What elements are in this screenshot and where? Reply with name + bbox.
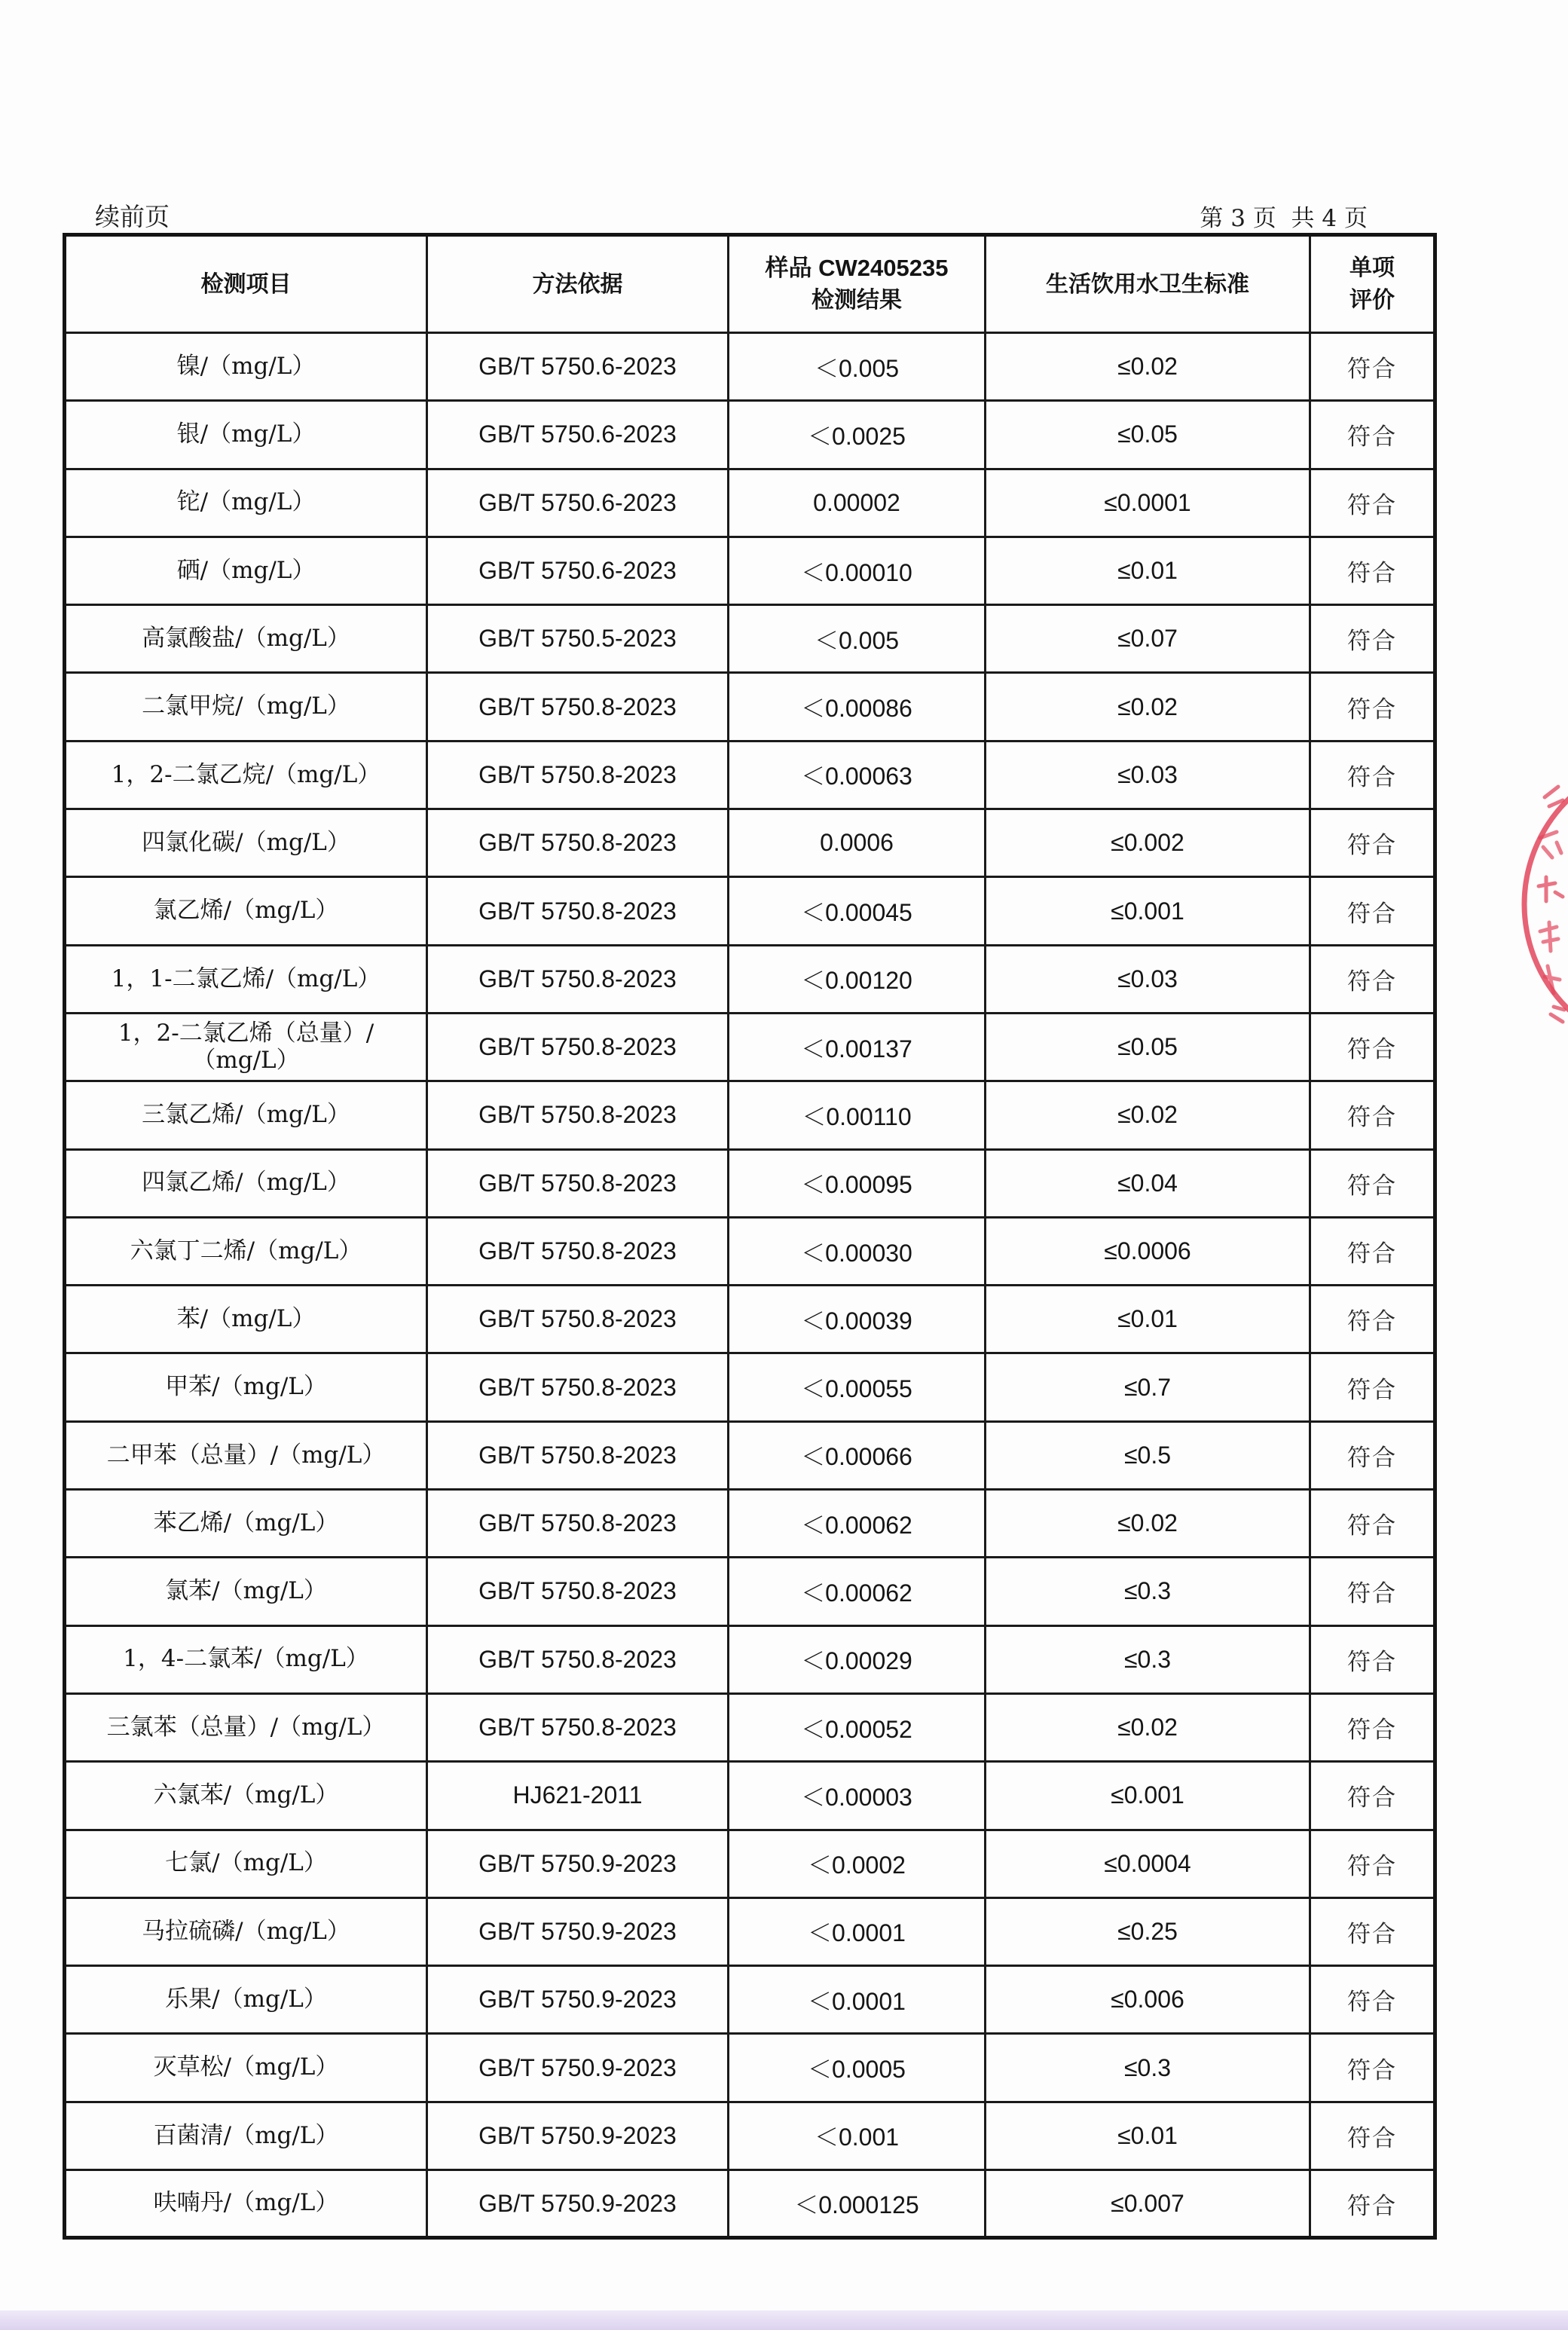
- cell-method: GB/T 5750.9-2023: [427, 2034, 729, 2102]
- cell-evaluation: 符合: [1310, 1013, 1435, 1081]
- cell-standard: ≤0.0004: [986, 1830, 1310, 1897]
- table-row: [65, 1081, 1435, 1149]
- cell-item: 甲苯/（mg/L）: [65, 1353, 427, 1421]
- cell-evaluation: 符合: [1310, 1490, 1435, 1558]
- cell-evaluation: 符合: [1310, 333, 1435, 401]
- cell-standard: ≤0.3: [986, 1558, 1310, 1625]
- cell-evaluation: 符合: [1310, 1421, 1435, 1489]
- cell-result: ＜0.0005: [729, 2034, 986, 2102]
- cell-item: 硒/（mg/L）: [65, 537, 427, 604]
- cell-standard: ≤0.01: [986, 537, 1310, 604]
- cell-method: GB/T 5750.8-2023: [427, 673, 729, 741]
- column-header-result-label: 检测结果: [812, 287, 902, 313]
- table-row: [65, 877, 1435, 945]
- table-row: [65, 605, 1435, 673]
- cell-method: GB/T 5750.8-2023: [427, 1217, 729, 1285]
- cell-item: 镍/（mg/L）: [65, 333, 427, 401]
- column-header-item: [65, 235, 427, 333]
- table-row: [65, 945, 1435, 1013]
- cell-method: GB/T 5750.5-2023: [427, 605, 729, 673]
- seal-mark: [1539, 877, 1563, 901]
- cell-item: 氯乙烯/（mg/L）: [65, 877, 427, 945]
- table-header: [65, 235, 1435, 333]
- cell-result: ＜0.00062: [729, 1490, 986, 1558]
- column-header-item-label: 检测项目: [200, 271, 292, 298]
- cell-method: GB/T 5750.8-2023: [427, 877, 729, 945]
- cell-result: ＜0.00066: [729, 1421, 986, 1489]
- cell-method: GB/T 5750.8-2023: [427, 1149, 729, 1217]
- cell-evaluation: 符合: [1310, 1762, 1435, 1830]
- cell-method: GB/T 5750.8-2023: [427, 809, 729, 877]
- cell-method: GB/T 5750.8-2023: [427, 741, 729, 809]
- cell-standard: ≤0.0006: [986, 1217, 1310, 1285]
- table-row: [65, 2102, 1435, 2169]
- cell-method: GB/T 5750.6-2023: [427, 469, 729, 537]
- cell-result: ＜0.0001: [729, 1897, 986, 1965]
- cell-result: ＜0.001: [729, 2102, 986, 2169]
- cell-evaluation: 符合: [1310, 1558, 1435, 1625]
- cell-item: 马拉硫磷/（mg/L）: [65, 1897, 427, 1965]
- cell-standard: ≤0.07: [986, 605, 1310, 673]
- table-row: [65, 1353, 1435, 1421]
- cell-standard: ≤0.05: [986, 1013, 1310, 1081]
- table-row: [65, 1897, 1435, 1965]
- cell-item: 六氯苯/（mg/L）: [65, 1762, 427, 1830]
- cell-result: ＜0.00095: [729, 1149, 986, 1217]
- cell-result: ＜0.00055: [729, 1353, 986, 1421]
- cell-evaluation: 符合: [1310, 1693, 1435, 1761]
- column-header-evaluation-line1: 单项: [1349, 255, 1395, 281]
- cell-result: ＜0.0001: [729, 1966, 986, 2034]
- cell-standard: ≤0.02: [986, 333, 1310, 401]
- cell-evaluation: 符合: [1310, 673, 1435, 741]
- cell-standard: ≤0.5: [986, 1421, 1310, 1489]
- cell-item: 四氯化碳/（mg/L）: [65, 809, 427, 877]
- table-row: [65, 2034, 1435, 2102]
- table-row: [65, 1421, 1435, 1489]
- table-row: [65, 1966, 1435, 2034]
- continuation-label: 续前页: [95, 202, 170, 231]
- cell-method: GB/T 5750.8-2023: [427, 1353, 729, 1421]
- cell-item: 二氯甲烷/（mg/L）: [65, 673, 427, 741]
- cell-evaluation: 符合: [1310, 537, 1435, 604]
- cell-evaluation: 符合: [1310, 1149, 1435, 1217]
- cell-evaluation: 符合: [1310, 1353, 1435, 1421]
- cell-standard: ≤0.7: [986, 1353, 1310, 1421]
- cell-standard: ≤0.02: [986, 1490, 1310, 1558]
- cell-item: 氯苯/（mg/L）: [65, 1558, 427, 1625]
- cell-method: GB/T 5750.9-2023: [427, 1897, 729, 1965]
- cell-result: 0.0006: [729, 809, 986, 877]
- column-header-standard-label: 生活饮用水卫生标准: [1046, 271, 1249, 298]
- cell-result: ＜0.00029: [729, 1625, 986, 1693]
- cell-result: ＜0.00086: [729, 673, 986, 741]
- cell-result: ＜0.00039: [729, 1286, 986, 1353]
- header-row: [65, 235, 1435, 333]
- cell-standard: ≤0.05: [986, 401, 1310, 469]
- cell-result: ＜0.00120: [729, 945, 986, 1013]
- cell-standard: ≤0.01: [986, 2102, 1310, 2169]
- cell-method: GB/T 5750.8-2023: [427, 1490, 729, 1558]
- cell-item: 1，4-二氯苯/（mg/L）: [65, 1625, 427, 1693]
- seal-mark: [1540, 832, 1561, 858]
- cell-standard: ≤0.01: [986, 1286, 1310, 1353]
- cell-evaluation: 符合: [1310, 945, 1435, 1013]
- cell-method: GB/T 5750.8-2023: [427, 1558, 729, 1625]
- cell-item: 二甲苯（总量）/（mg/L）: [65, 1421, 427, 1489]
- cell-result: ＜0.00062: [729, 1558, 986, 1625]
- cell-evaluation: 符合: [1310, 741, 1435, 809]
- seal-mark: [1545, 787, 1563, 806]
- cell-method: GB/T 5750.9-2023: [427, 1966, 729, 2034]
- table-row: [65, 1013, 1435, 1081]
- cell-method: GB/T 5750.8-2023: [427, 1625, 729, 1693]
- cell-item: 六氯丁二烯/（mg/L）: [65, 1217, 427, 1285]
- cell-evaluation: 符合: [1310, 877, 1435, 945]
- cell-result: ＜0.00110: [729, 1081, 986, 1149]
- cell-method: GB/T 5750.6-2023: [427, 333, 729, 401]
- cell-result: ＜0.00045: [729, 877, 986, 945]
- column-header-result-sample: 样品 CW2405235: [765, 255, 949, 281]
- cell-evaluation: 符合: [1310, 809, 1435, 877]
- table-row: [65, 1286, 1435, 1353]
- cell-item: 苯/（mg/L）: [65, 1286, 427, 1353]
- table-body: [65, 333, 1435, 2238]
- cell-standard: ≤0.3: [986, 2034, 1310, 2102]
- table-row: [65, 673, 1435, 741]
- cell-item: 七氯/（mg/L）: [65, 1830, 427, 1897]
- cell-result: 0.00002: [729, 469, 986, 537]
- cell-evaluation: 符合: [1310, 2102, 1435, 2169]
- table-row: [65, 537, 1435, 604]
- cell-item: 苯乙烯/（mg/L）: [65, 1490, 427, 1558]
- cell-method: GB/T 5750.9-2023: [427, 2170, 729, 2238]
- seal-mark: [1540, 922, 1558, 951]
- table-row: [65, 1217, 1435, 1285]
- cell-result: ＜0.00137: [729, 1013, 986, 1081]
- cell-standard: ≤0.02: [986, 1081, 1310, 1149]
- table-row: [65, 2170, 1435, 2238]
- cell-standard: ≤0.04: [986, 1149, 1310, 1217]
- cell-evaluation: 符合: [1310, 1081, 1435, 1149]
- cell-evaluation: 符合: [1310, 1897, 1435, 1965]
- table-row: [65, 1558, 1435, 1625]
- cell-method: GB/T 5750.8-2023: [427, 1286, 729, 1353]
- cell-standard: ≤0.007: [986, 2170, 1310, 2238]
- cell-item: 1，2-二氯乙烷/（mg/L）: [65, 741, 427, 809]
- cell-evaluation: 符合: [1310, 401, 1435, 469]
- seal-mark: [1551, 1007, 1564, 1022]
- table-row: [65, 401, 1435, 469]
- cell-item: 灭草松/（mg/L）: [65, 2034, 427, 2102]
- cell-method: HJ621-2011: [427, 1762, 729, 1830]
- cell-evaluation: 符合: [1310, 1966, 1435, 2034]
- cell-standard: ≤0.001: [986, 877, 1310, 945]
- cell-standard: ≤0.001: [986, 1762, 1310, 1830]
- table-row: [65, 333, 1435, 401]
- test-results-table: [63, 233, 1437, 2240]
- table-row: [65, 1625, 1435, 1693]
- cell-method: GB/T 5750.8-2023: [427, 945, 729, 1013]
- cell-method: GB/T 5750.8-2023: [427, 1421, 729, 1489]
- cell-method: GB/T 5750.9-2023: [427, 2102, 729, 2169]
- cell-evaluation: 符合: [1310, 1625, 1435, 1693]
- cell-standard: ≤0.002: [986, 809, 1310, 877]
- cell-item: 银/（mg/L）: [65, 401, 427, 469]
- cell-item: 百菌清/（mg/L）: [65, 2102, 427, 2169]
- cell-evaluation: 符合: [1310, 605, 1435, 673]
- column-header-evaluation: [1310, 235, 1435, 333]
- cell-evaluation: 符合: [1310, 1217, 1435, 1285]
- cell-standard: ≤0.02: [986, 1693, 1310, 1761]
- cell-method: GB/T 5750.8-2023: [427, 1013, 729, 1081]
- page-indicator: 第 3 页 共 4 页: [1200, 205, 1368, 232]
- cell-method: GB/T 5750.9-2023: [427, 1830, 729, 1897]
- cell-item: 四氯乙烯/（mg/L）: [65, 1149, 427, 1217]
- cell-item: 呋喃丹/（mg/L）: [65, 2170, 427, 2238]
- column-header-method: [427, 235, 729, 333]
- table-row: [65, 1693, 1435, 1761]
- cell-evaluation: 符合: [1310, 2034, 1435, 2102]
- cell-evaluation: 符合: [1310, 2170, 1435, 2238]
- cell-item: 三氯苯（总量）/（mg/L）: [65, 1693, 427, 1761]
- column-header-result: [729, 235, 986, 333]
- cell-standard: ≤0.03: [986, 945, 1310, 1013]
- cell-standard: ≤0.0001: [986, 469, 1310, 537]
- cell-result: ＜0.000125: [729, 2170, 986, 2238]
- cell-result: ＜0.0025: [729, 401, 986, 469]
- table-row: [65, 469, 1435, 537]
- table-row: [65, 809, 1435, 877]
- cell-item: 1，2-二氯乙烯（总量）/ （mg/L）: [65, 1013, 427, 1081]
- table-row: [65, 1490, 1435, 1558]
- cell-standard: ≤0.02: [986, 673, 1310, 741]
- cell-item: 高氯酸盐/（mg/L）: [65, 605, 427, 673]
- column-header-method-label: 方法依据: [532, 271, 623, 298]
- cell-result: ＜0.00063: [729, 741, 986, 809]
- cell-evaluation: 符合: [1310, 1286, 1435, 1353]
- column-header-evaluation-line2: 评价: [1349, 287, 1395, 313]
- cell-evaluation: 符合: [1310, 1830, 1435, 1897]
- cell-standard: ≤0.3: [986, 1625, 1310, 1693]
- cell-result: ＜0.005: [729, 333, 986, 401]
- cell-result: ＜0.00052: [729, 1693, 986, 1761]
- table-row: [65, 741, 1435, 809]
- cell-standard: ≤0.03: [986, 741, 1310, 809]
- cell-method: GB/T 5750.8-2023: [427, 1081, 729, 1149]
- cell-result: ＜0.00030: [729, 1217, 986, 1285]
- scan-edge: [0, 2310, 1568, 2330]
- official-seal: [1513, 754, 1568, 1055]
- table-row: [65, 1762, 1435, 1830]
- cell-standard: ≤0.006: [986, 1966, 1310, 2034]
- cell-item: 乐果/（mg/L）: [65, 1966, 427, 2034]
- table-row: [65, 1149, 1435, 1217]
- cell-standard: ≤0.25: [986, 1897, 1310, 1965]
- cell-result: ＜0.0002: [729, 1830, 986, 1897]
- cell-method: GB/T 5750.6-2023: [427, 401, 729, 469]
- cell-result: ＜0.005: [729, 605, 986, 673]
- cell-item: 1，1-二氯乙烯/（mg/L）: [65, 945, 427, 1013]
- cell-result: ＜0.00003: [729, 1762, 986, 1830]
- cell-result: ＜0.00010: [729, 537, 986, 604]
- column-header-standard: [986, 235, 1310, 333]
- cell-item: 三氯乙烯/（mg/L）: [65, 1081, 427, 1149]
- table-row: [65, 1830, 1435, 1897]
- cell-method: GB/T 5750.8-2023: [427, 1693, 729, 1761]
- cell-method: GB/T 5750.6-2023: [427, 537, 729, 604]
- cell-item: 铊/（mg/L）: [65, 469, 427, 537]
- cell-evaluation: 符合: [1310, 469, 1435, 537]
